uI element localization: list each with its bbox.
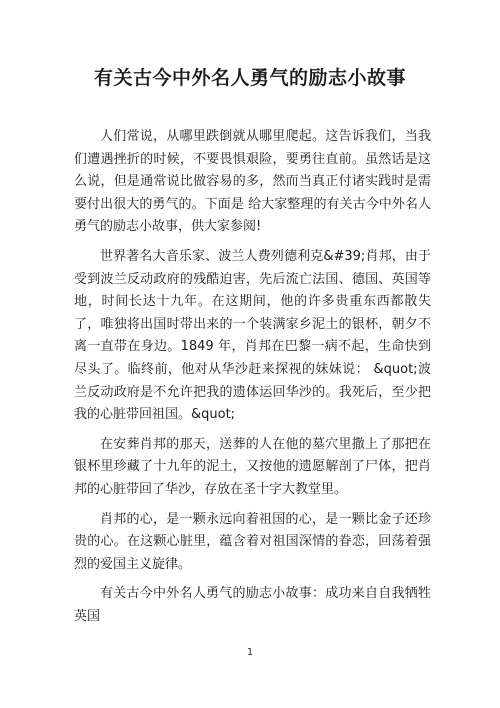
paragraph-next-story: 有关古今中外名人勇气的励志小故事：成功来自自我牺牲英国 bbox=[74, 586, 431, 624]
paragraph-intro: 人们常说，从哪里跌倒就从哪里爬起。这告诉我们，当我们遭遇挫折的时候，不要畏惧艰险，要勇往直前。虽然话是这么说，但是通常说比做容易的多，然而当真正付诸实践时是需要付出很大的勇气的。下面是 给大家整理的有关古今中外名人勇气的励志小故事，供大家参阅! bbox=[74, 129, 431, 235]
document-title: 有关古今中外名人勇气的励志小故事 bbox=[93, 67, 406, 89]
page-number: 1 bbox=[246, 647, 254, 658]
paragraph-chopin-burial: 在安葬肖邦的那天，送葬的人在他的墓穴里撒上了那把在银杯里珍藏了十九年的泥土，又按他的遗愿解剖了尸体，把肖邦的心脏带回了华沙，存放在圣十字大教堂里。 bbox=[74, 436, 431, 497]
paragraph-chopin-heart: 肖邦的心，是一颗永远向着祖国的心，是一颗比金子还珍贵的心。在这颗心脏里，蕴含着对祖国深情的眷恋，回荡着强烈的爱国主义旋律。 bbox=[74, 511, 431, 572]
document-body bbox=[74, 126, 431, 635]
paragraph-chopin-exile: 世界著名大音乐家、波兰人费列德利克&#39;肖邦，由于受到波兰反动政府的残酷迫害，先后流亡法国、德国、英国等地，时间长达十九年。在这期间，他的许多贵重东西都散失了，唯独将出国时带出来的一个装满家乡泥土的银杯，朝夕不离一直带在身边。1849 年，肖邦在巴黎一病不起，生命快到尽头了。临终前，他对从华沙赶来探视的妹妹说： &quot;波兰反动政府是不允许把我的遗体运回华沙的。我死后，至少把我的心脏带回祖国。&quot; bbox=[74, 248, 431, 423]
